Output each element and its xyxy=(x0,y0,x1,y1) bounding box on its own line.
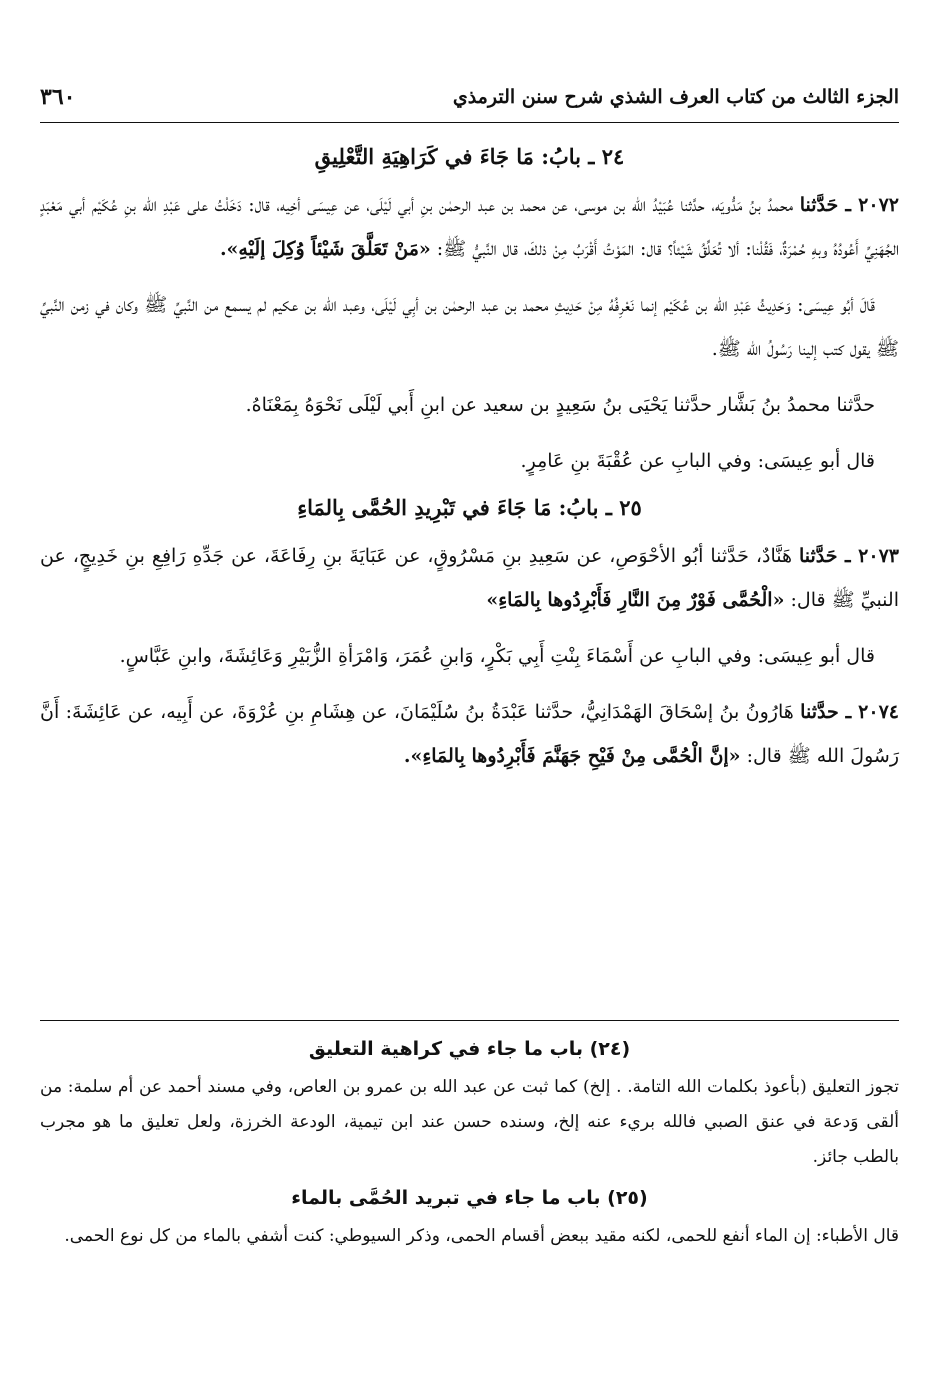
commentary-paragraph: حدَّثنا محمدُ بنُ بَشَّار حدَّثنا يَحْيَى بنُ سَعِيدٍ بن سعيد عن ابنِ أَبي لَيْلَى نَحْوَهُ بِمَعْنَاهُ. xyxy=(245,394,875,416)
header-title: الجزء الثالث من كتاب العرف الشذي شرح سنن الترمذي xyxy=(452,86,899,108)
hadith-text: هَارُونُ بنُ إسْحَاقَ الهَمْدَانِيُّ، حدَّثنا عَبْدَةُ بنُ سُلَيْمَانَ، عن هِشَامِ بنِ عُرْوَةَ، عن أَبِيه، عن عَائِشَةَ: أَنَّ رَسُولَ الله ﷺ قال: xyxy=(40,701,899,767)
hadith-text: محمدُ بنُ مَدُّويَه، حدَّثنا عُبَيْدُ الله بن موسى، عن محمد بن عبد الرحمٰن بنِ أبي لَيْلَى، عن عِيسَى أخِيه، قال: دَخَلْتُ على عَبْدِ الله بنِ عُكَيْم أبي مَعْبَدٍ الجُهَنِيِّ أَعُودُهُ وبهِ حُمْرَةٌ، فَقُلْنا: ألا تُعَلِّقُ شَيْئاً؟ قال: المَوْتُ أَقْرَبُ مِنْ ذلكَ، قال النَّبيُّ ﷺ: xyxy=(40,194,899,260)
chapter-25-heading: ٢٥ ـ بابُ: مَا جَاءَ في تَبْرِيدِ الحُمَّى بِالمَاءِ xyxy=(297,495,642,520)
hadith-text: هَنَّادٌ، حَدَّثنا أبُو الأحْوَصِ، عن سَعِيدِ بنِ مَسْرُوقٍ، عن عَبَايَةَ بنِ رِفَاعَةَ، عن جَدِّهِ رَافِعِ بنِ خَدِيجٍ، عن النبيِّ ﷺ قال: xyxy=(40,545,899,611)
hadith-quote: «مَنْ تَعَلَّقَ شَيْئاً وُكِلَ إلَيْهِ». xyxy=(219,238,431,260)
hadith-number: ٢٠٧٣ ـ حَدَّثنا xyxy=(798,545,899,567)
note-25-text: قال الأطباء: إن الماء أنفع للحمى، لكنه مقيد ببعض أقسام الحمى، وذكر السيوطي: كنت أشفي بالماء من كل نوع الحمى. xyxy=(64,1226,899,1246)
commentary-paragraph: قَالَ أبُو عِيسَى: وَحَدِيثُ عَبْدِ الله بن عُكَيْم إنما نَعْرِفُهُ مِنْ حَدِيثِ محمد بن عبد الرحمٰن بن أبِي لَيْلَى، وعبد الله بن عكيم لم يسمع من النَّبيِّ ﷺ وكان في زمن النَّبيِّ ﷺ يقول كتب إلينا رَسُولُ الله ﷺ. xyxy=(40,294,899,360)
footnotes xyxy=(40,1038,899,1266)
hadith-quote: «إنَّ الْحُمَّى مِنْ فَيْحِ جَهَنَّمَ فَأَبْرِدُوها بِالمَاءِ». xyxy=(403,745,741,767)
hadith-2073 xyxy=(40,534,899,622)
hadith-number: ٢٠٧٢ ـ حَدَّثنا xyxy=(799,194,899,216)
page-number: ٣٦٠ xyxy=(40,84,76,110)
hadith-2072 xyxy=(40,183,899,271)
commentary-paragraph: قال أبو عِيسَى: وفي البابِ عن عُقْبَةَ بنِ عَامِرٍ. xyxy=(520,450,875,472)
commentary-paragraph: قال أبو عِيسَى: وفي البابِ عن أَسْمَاءَ بِنْتِ أَبِي بَكْرٍ، وَابنِ عُمَرَ، وَامْرَأةِ الزُّبَيْرِ وَعَائِشَةَ، وابنِ عَبَّاسٍ. xyxy=(119,645,875,667)
note-24-title: (٢٤) باب ما جاء في كراهية التعليق xyxy=(308,1038,631,1060)
hadith-quote: «الْحُمَّى فَوْرٌ مِنَ النَّارِ فَأَبْرِدُوها بِالمَاءِ» xyxy=(486,589,785,611)
main-text xyxy=(40,134,899,790)
running-header xyxy=(40,72,899,123)
hadith-number: ٢٠٧٤ ـ حدَّثنا xyxy=(800,701,899,723)
chapter-24-heading: ٢٤ ـ بابُ: مَا جَاءَ في كَرَاهِيَةِ التَّعْلِيقِ xyxy=(314,144,625,169)
footnote-divider xyxy=(40,1020,899,1021)
note-25-title: (٢٥) باب ما جاء في تبريد الحُمَّى بالماء xyxy=(291,1187,648,1209)
hadith-2074 xyxy=(40,690,899,778)
note-24-text: تجوز التعليق (بأعوذ بكلمات الله التامة. . إلخ) كما ثبت عن عبد الله بن عمرو بن العاص، وفي مسند أحمد عن أم سلمة: من ألقى وَدعة في عنق الصبي فالله بريء عنه إلخ، وسنده حسن عند ابن تيمية، الودعة الخرزة، ولعل تعليق ما هو مجرب بالطب جائز. xyxy=(40,1077,899,1167)
